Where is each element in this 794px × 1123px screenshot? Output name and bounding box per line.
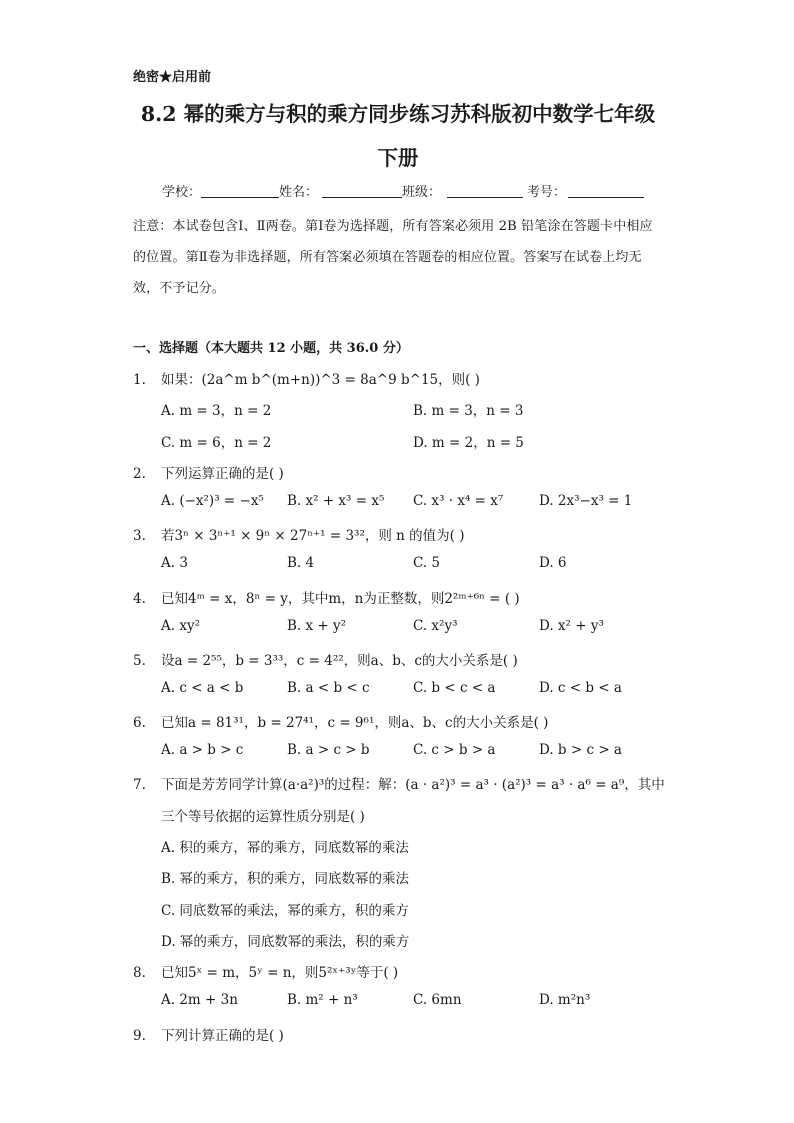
option-a: A. m = 3，n = 2 <box>161 403 272 419</box>
question-stem: 下列运算正确的是( ) <box>161 466 284 482</box>
option-c: C. m = 6，n = 2 <box>161 435 272 451</box>
option-d: D. 2x³−x³ = 1 <box>539 493 633 509</box>
option-b: B. x² + x³ = x⁵ <box>287 493 385 509</box>
name-blank[interactable] <box>322 183 402 198</box>
option-c: C. b < c < a <box>413 680 496 696</box>
option-c: C. 5 <box>413 555 441 571</box>
option-a: A. 积的乘方，幂的乘方，同底数幂的乘法 <box>161 840 409 856</box>
class-label: 班级： <box>402 185 442 200</box>
exam-title <box>120 92 676 180</box>
option-c: C. 同底数幂的乘法，幂的乘方，积的乘方 <box>161 903 409 919</box>
question-number: 6. <box>133 715 146 731</box>
option-c: C. x²y³ <box>413 618 458 634</box>
option-d: D. m = 2，n = 5 <box>413 435 524 451</box>
title-line-1: 8.2 幂的乘方与积的乘方同步练习苏科版初中数学七年级 <box>140 102 656 126</box>
option-d: D. 幂的乘方，同底数幂的乘法，积的乘方 <box>161 934 410 950</box>
school-label: 学校： <box>162 185 202 200</box>
question-number: 7. <box>133 777 146 793</box>
question-number: 2. <box>133 466 146 482</box>
question-6 <box>133 711 548 731</box>
option-d: D. m²n³ <box>539 992 591 1008</box>
question-number: 8. <box>133 965 146 981</box>
option-b: B. m = 3，n = 3 <box>413 403 524 419</box>
option-a: A. a > b > c <box>161 742 244 758</box>
option-d: D. x² + y³ <box>539 618 604 634</box>
exam-number-label: 考号： <box>527 185 567 200</box>
question-stem: 已知5ˣ = m，5ʸ = n，则5²ˣ⁺³ʸ等于( ) <box>161 965 399 981</box>
question-number: 1. <box>133 372 146 388</box>
question-3 <box>133 524 464 544</box>
title-line-2: 下册 <box>377 146 419 170</box>
option-c: C. x³ · x⁴ = x⁷ <box>413 493 504 509</box>
option-b: B. a > c > b <box>287 742 370 758</box>
option-a: A. (−x²)³ = −x⁵ <box>161 493 264 509</box>
question-number: 9. <box>133 1028 146 1044</box>
question-stem-continued: 三个等号依据的运算性质分别是( ) <box>161 809 365 825</box>
option-d: D. c < b < a <box>539 680 622 696</box>
instructions-note: 注意：本试卷包含Ⅰ、Ⅱ两卷。第Ⅰ卷为选择题，所有答案必须用 2B 铅笔涂在答题卡中相应的位置。第Ⅱ卷为非选择题，所有答案必须填在答题卷的相应位置。答案写在试卷上均无效，不予记分。 <box>133 219 653 296</box>
question-stem: 已知a = 81³¹，b = 27⁴¹，c = 9⁶¹，则a、b、c的大小关系是( ) <box>161 715 549 731</box>
question-9 <box>133 1024 284 1044</box>
question-1 <box>133 368 480 388</box>
option-b: B. x + y² <box>287 618 347 634</box>
option-b: B. 幂的乘方，积的乘方，同底数幂的乘法 <box>161 871 410 887</box>
question-5 <box>133 649 518 669</box>
option-b: B. 4 <box>287 555 315 571</box>
question-2 <box>133 462 284 482</box>
option-c: C. c > b > a <box>413 742 496 758</box>
option-a: A. c < a < b <box>161 680 244 696</box>
question-4 <box>133 587 520 607</box>
option-a: A. 2m + 3n <box>161 992 238 1008</box>
question-number: 4. <box>133 591 146 607</box>
question-stem: 设a = 2⁵⁵，b = 3³³，c = 4²²，则a、b、c的大小关系是( ) <box>161 653 518 669</box>
question-stem: 若3ⁿ × 3ⁿ⁺¹ × 9ⁿ × 27ⁿ⁺¹ = 3³²，则 n 的值为( ) <box>161 528 465 544</box>
question-7 <box>133 773 665 793</box>
question-8 <box>133 961 398 981</box>
question-number: 5. <box>133 653 146 669</box>
class-blank[interactable] <box>447 183 523 198</box>
option-a: A. xy² <box>161 618 200 634</box>
exam-number-blank[interactable] <box>568 183 644 198</box>
school-blank[interactable] <box>201 183 279 198</box>
name-label: 姓名： <box>279 185 319 200</box>
section-heading: 一、选择题（本大题共 12 小题，共 36.0 分） <box>133 341 409 356</box>
option-d: D. b > c > a <box>539 742 622 758</box>
option-b: B. a < b < c <box>287 680 370 696</box>
question-stem: 如果：(2a^m b^(m+n))^3 = 8a^9 b^15，则( ) <box>161 372 480 388</box>
option-d: D. 6 <box>539 555 567 571</box>
question-number: 3. <box>133 528 146 544</box>
option-a: A. 3 <box>161 555 188 571</box>
option-c: C. 6mn <box>413 992 462 1008</box>
student-info-row <box>162 181 644 200</box>
confidential-mark: 绝密★启用前 <box>133 70 212 85</box>
option-b: B. m² + n³ <box>287 992 358 1008</box>
question-stem: 下面是芳芳同学计算(a·a²)³的过程：解：(a · a²)³ = a³ · (a²)³ = a³ · a⁶ = a⁹，其中 <box>161 777 665 793</box>
question-stem: 下列计算正确的是( ) <box>161 1028 284 1044</box>
question-stem: 已知4ᵐ = x，8ⁿ = y，其中m，n为正整数，则2²ᵐ⁺⁶ⁿ = ( ) <box>161 591 520 607</box>
